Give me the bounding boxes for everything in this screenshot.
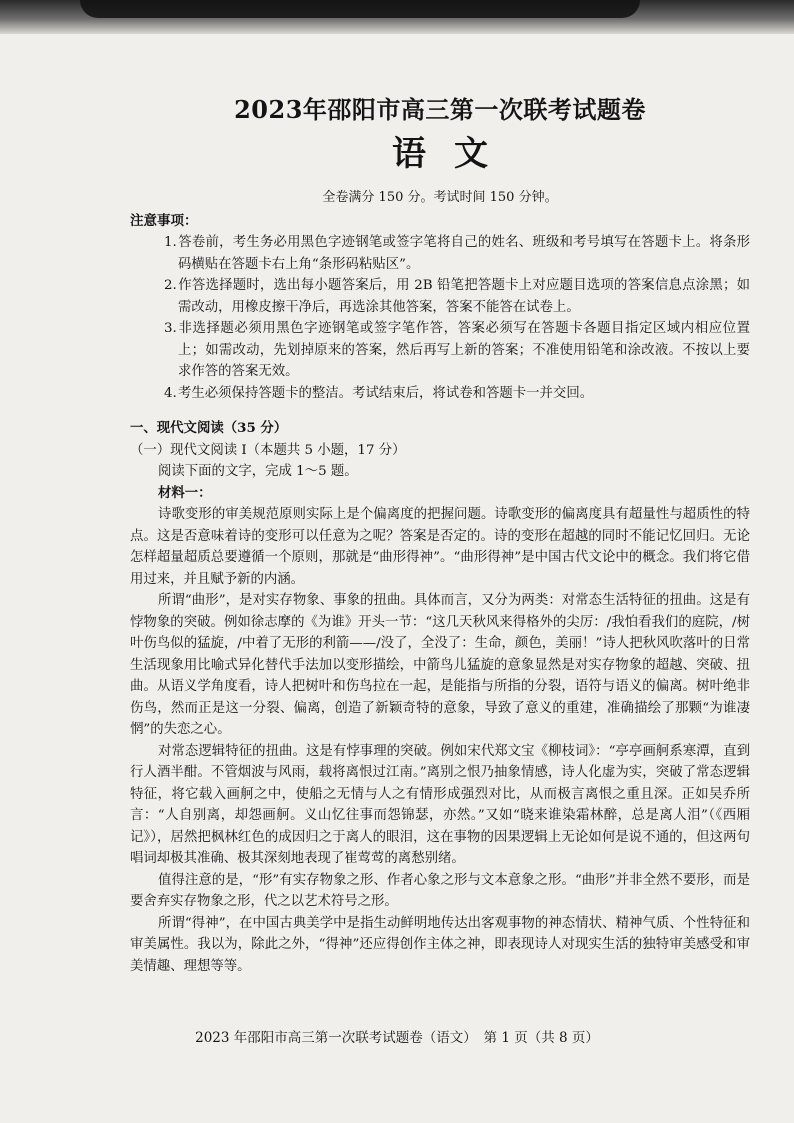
reading-instruction: 阅读下面的文字，完成 1～5 题。: [158, 464, 358, 479]
notice-number: 4.: [164, 385, 177, 401]
notice-number: 3.: [164, 321, 177, 336]
notice-text: 答卷前，考生务必用黑色字迹钢笔或签字笔将自己的姓名、班级和考号填写在答题卡上。将条形码横贴在答题卡右上角“条形码粘贴区”。: [178, 235, 750, 272]
notice-text: 非选择题必须用黑色字迹钢笔或签字笔作答，答案必须写在答题卡各题目指定区域内相应位置上；如需改动，先划掉原来的答案，然后再写上新的答案；不准使用铅笔和涂改液。不按以上要求作答的答案无效。: [178, 321, 750, 379]
scan-shadow-band: [0, 0, 794, 34]
notice-text: 考生必须保持答题卡的整洁。考试结束后，将试卷和答题卡一并交回。: [178, 385, 594, 401]
notice-text: 作答选择题时，选出每小题答案后，用 2B 铅笔把答题卡上对应题目选项的答案信息点涂黑；如需改动，用橡皮擦干净后，再选涂其他答案，答案不能答在试卷上。: [178, 278, 750, 315]
notice-item: [130, 275, 750, 318]
body-paragraph: 所谓“曲形”，是对实存物象、事象的扭曲。具体而言，又分为两类：对常态生活特征的扭曲。这是有悖物象的突破。例如徐志摩的《为谁》开头一节：“这几天秋风来得格外的尖厉：/我怕看我们的庭院，/树叶伤鸟似的猛旋，/中着了无形的利箭——/没了，全没了：生命，颜色，美丽！”诗人把秋风吹落叶的日常生活现象用比喻式异化替代手法加以变形描绘，中箭鸟儿猛旋的意象显然是对实存物象的超越、突破、扭曲。从语义学角度看，诗人把树叶和伤鸟拉在一起，是能指与所指的分裂，语符与语义的偏离。树叶绝非伤鸟，然而正是这一分裂、偏离，创造了新颖奇特的意象，导致了意义的重建，准确描绘了那颗“为谁凄惘”的失恋之心。: [130, 593, 750, 737]
exam-page: [130, 95, 750, 977]
notice-item: [130, 383, 750, 405]
notice-list: [130, 232, 750, 404]
exam-meta: 全卷满分 150 分。考试时间 150 分钟。: [322, 190, 558, 205]
page-footer: 2023 年邵阳市高三第一次联考试题卷（语文） 第 1 页（共 8 页）: [195, 1030, 599, 1046]
notice-number: 2.: [164, 278, 177, 293]
section-heading: 一、现代文阅读（35 分）: [130, 420, 288, 436]
notice-number: 1.: [164, 235, 177, 250]
subsection-heading: （一）现代文阅读 Ⅰ（本题共 5 小题，17 分）: [130, 442, 406, 458]
notice-item: [130, 318, 750, 383]
material-label: 材料一：: [158, 484, 212, 501]
body-paragraph: 值得注意的是，“形”有实存物象之形、作者心象之形与文本意象之形。“曲形”并非全然不要形，而是要舍弃实存物象之形，代之以艺术符号之形。: [130, 872, 750, 909]
body-paragraph: 诗歌变形的审美规范原则实际上是个偏离度的把握问题。诗歌变形的偏离度具有超量性与超质性的特点。这是否意味着诗的变形可以任意为之呢？答案是否定的。诗的变形在超越的同时不能记忆回归。无论怎样超量超质总要遵循一个原则，那就是“曲形得神”。“曲形得神”是中国古代文论中的概念。我们将它借用过来，并且赋予新的内涵。: [130, 507, 750, 587]
exam-title: 2023年邵阳市高三第一次联考试题卷: [234, 95, 646, 124]
body-paragraph: 对常态逻辑特征的扭曲。这是有悖事理的突破。例如宋代郑文宝《柳枝词》：“亭亭画舸系寒潭，直到行人酒半酣。不管烟波与风雨，载将离恨过江南。”离别之恨乃抽象情感，诗人化虚为实，突破了常态逻辑特征，将它载入画舸之中，使船之无情与人之有情形成强烈对比，从而极言离恨之重且深。正如吴乔所言：“人自别离，却怨画舸。义山忆往事而怨锦瑟，亦然。”又如“晓来谁染霜林醉，总是离人泪”（《西厢记》），居然把枫林红色的成因归之于离人的眼泪，这在事物的因果逻辑上无论如何是说不通的，但这两句唱词却极其准确、极其深刻地表现了崔莺莺的离愁别绪。: [130, 743, 750, 866]
subject-title: 语文: [392, 134, 516, 174]
notice-heading: 注意事项：: [130, 212, 198, 229]
body-paragraph: 所谓“得神”，在中国古典美学中是指生动鲜明地传达出客观事物的神态情状、精神气质、个性特征和审美属性。我以为，除此之外，“得神”还应得创作主体之神，即表现诗人对现实生活的独特审美感受和审美情趣、理想等等。: [130, 915, 750, 974]
notice-item: [130, 232, 750, 275]
